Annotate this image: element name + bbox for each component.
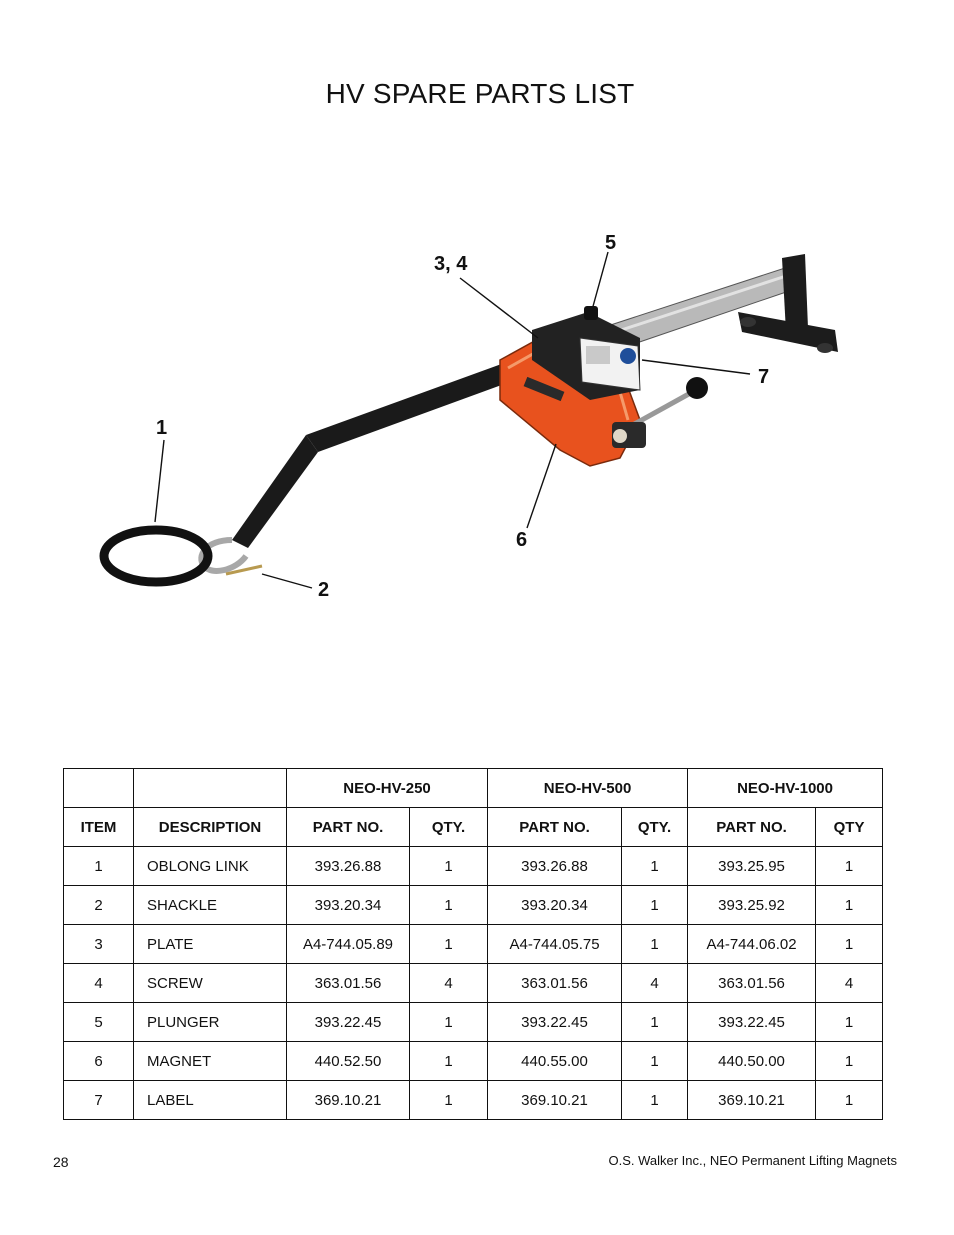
table-cell: 363.01.56 [287, 964, 410, 1003]
table-cell: 1 [622, 1081, 688, 1120]
table-cell: 393.22.45 [488, 1003, 622, 1042]
table-cell: PLUNGER [134, 1003, 287, 1042]
callout-3-4: 3, 4 [434, 253, 468, 275]
page-title: HV SPARE PARTS LIST [325, 78, 635, 109]
table-cell: 1 [410, 847, 488, 886]
table-cell: 393.22.45 [688, 1003, 816, 1042]
table-cell: 440.52.50 [287, 1042, 410, 1081]
oblong-link [104, 530, 208, 582]
end-bracket [782, 254, 808, 332]
table-cell: 369.10.21 [488, 1081, 622, 1120]
column-header: QTY. [410, 808, 488, 847]
callout-2: 2 [318, 579, 330, 601]
table-cell: 4 [410, 964, 488, 1003]
table-cell: 1 [816, 1081, 883, 1120]
table-row [64, 1081, 883, 1120]
lifting-beam-illustration [0, 200, 954, 640]
model-header-row [64, 769, 883, 808]
table-cell: 1 [410, 886, 488, 925]
table-cell: 393.20.34 [488, 886, 622, 925]
footer-company: O.S. Walker Inc., NEO Permanent Lifting Magnets [608, 1153, 897, 1168]
callout-5: 5 [605, 232, 617, 254]
table-cell: 1 [816, 925, 883, 964]
table-cell: 1 [816, 1042, 883, 1081]
table-body [64, 847, 883, 1120]
table-cell: 393.25.95 [688, 847, 816, 886]
table-cell: 1 [622, 886, 688, 925]
table-cell: MAGNET [134, 1042, 287, 1081]
table-cell: 393.25.92 [688, 886, 816, 925]
table-cell: 3 [64, 925, 134, 964]
blank-header-cell [64, 769, 134, 808]
column-header-row [64, 808, 883, 847]
table-cell: 369.10.21 [688, 1081, 816, 1120]
table-cell: 369.10.21 [287, 1081, 410, 1120]
table-cell: A4-744.05.75 [488, 925, 622, 964]
model-header-hv-1000: NEO-HV-1000 [688, 769, 883, 808]
table-row [64, 1003, 883, 1042]
table-row [64, 925, 883, 964]
table-cell: 393.26.88 [488, 847, 622, 886]
table-cell: SHACKLE [134, 886, 287, 925]
table-cell: 2 [64, 886, 134, 925]
table-cell: A4-744.05.89 [287, 925, 410, 964]
plunger [584, 306, 598, 320]
angled-beam [232, 435, 318, 548]
table-row [64, 847, 883, 886]
table-cell: 1 [410, 1081, 488, 1120]
table-cell: 1 [622, 847, 688, 886]
column-header: DESCRIPTION [134, 808, 287, 847]
table-cell: 393.22.45 [287, 1003, 410, 1042]
table-row [64, 964, 883, 1003]
page-number: 28 [53, 1154, 69, 1170]
table-cell: 363.01.56 [688, 964, 816, 1003]
table-row [64, 886, 883, 925]
table-cell: PLATE [134, 925, 287, 964]
table-cell: 1 [64, 847, 134, 886]
table-cell: 1 [410, 1003, 488, 1042]
table-cell: 393.26.88 [287, 847, 410, 886]
table-cell: 1 [816, 847, 883, 886]
table-row [64, 1042, 883, 1081]
table-cell: 1 [410, 925, 488, 964]
table-cell: 363.01.56 [488, 964, 622, 1003]
callout-1: 1 [156, 417, 168, 439]
table-cell: SCREW [134, 964, 287, 1003]
column-header: QTY. [622, 808, 688, 847]
column-header: QTY [816, 808, 883, 847]
table-cell: 6 [64, 1042, 134, 1081]
model-header-hv-250: NEO-HV-250 [287, 769, 488, 808]
table-cell: LABEL [134, 1081, 287, 1120]
column-header: ITEM [64, 808, 134, 847]
table-cell: 440.50.00 [688, 1042, 816, 1081]
callout-6: 6 [516, 529, 528, 551]
table-cell: 440.55.00 [488, 1042, 622, 1081]
table-cell: 7 [64, 1081, 134, 1120]
table-cell: 4 [622, 964, 688, 1003]
table-cell: OBLONG LINK [134, 847, 287, 886]
table-cell: A4-744.06.02 [688, 925, 816, 964]
table-cell: 1 [816, 1003, 883, 1042]
model-header-hv-500: NEO-HV-500 [488, 769, 688, 808]
table-cell: 1 [622, 925, 688, 964]
column-header: PART NO. [287, 808, 410, 847]
table-cell: 1 [622, 1042, 688, 1081]
table-cell: 1 [816, 886, 883, 925]
table-cell: 4 [816, 964, 883, 1003]
table-cell: 4 [64, 964, 134, 1003]
table-cell: 393.20.34 [287, 886, 410, 925]
spare-parts-table [63, 768, 883, 1120]
table-cell: 5 [64, 1003, 134, 1042]
blank-header-cell [134, 769, 287, 808]
table-cell: 1 [622, 1003, 688, 1042]
column-header: PART NO. [688, 808, 816, 847]
callout-7: 7 [758, 366, 770, 388]
column-header: PART NO. [488, 808, 622, 847]
table-cell: 1 [410, 1042, 488, 1081]
